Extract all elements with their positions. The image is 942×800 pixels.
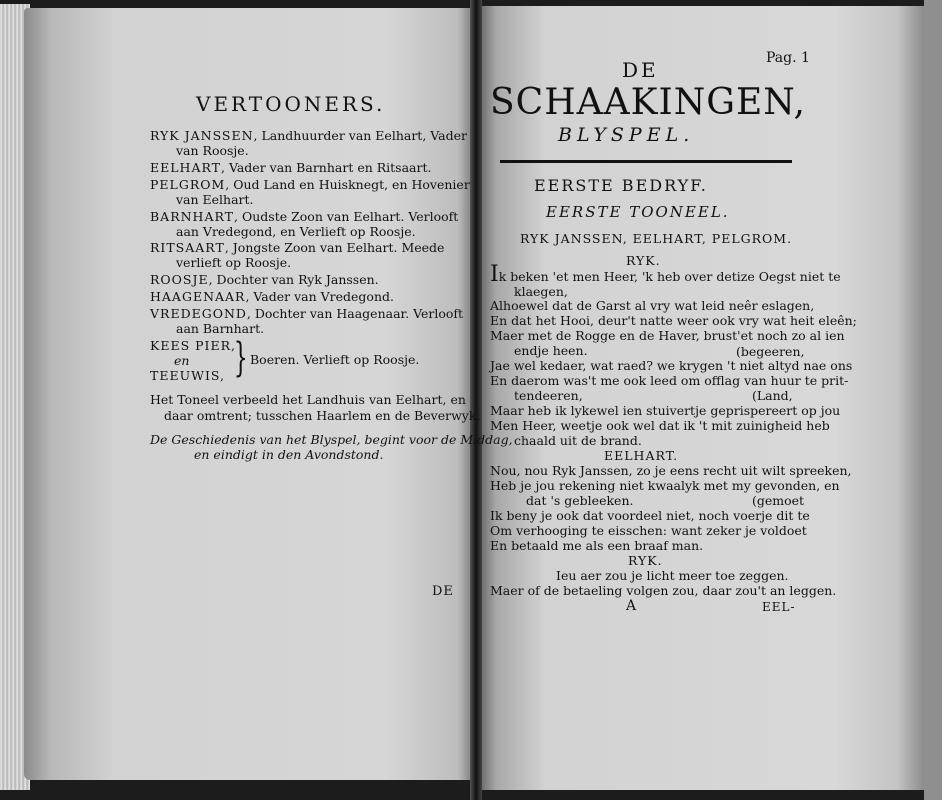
- cast-desc: , Landhuurder van Eelhart, Vader: [253, 128, 467, 143]
- cast-name: KEES PIER,: [150, 338, 236, 353]
- verse-line: chaald uit de brand.: [514, 433, 642, 448]
- cast-desc: , Vader van Barnhart en Ritsaart.: [221, 160, 432, 175]
- cast-desc: , Oud Land en Huisknegt, en Hovenier: [225, 177, 470, 192]
- page-title: SCHAAKINGEN,: [490, 82, 806, 123]
- verse-line: Maer of de betaeling volgen zou, daar zou't an leggen.: [490, 583, 837, 598]
- verse-line: [490, 262, 841, 287]
- timing-note: en eindigt in den Avondstond.: [194, 447, 384, 462]
- speaker-name: EELHART.: [604, 448, 679, 463]
- cast-connector: en: [174, 353, 190, 368]
- cast-entry: [150, 128, 467, 143]
- cast-desc-cont: verlieft op Roosje.: [176, 255, 292, 270]
- cast-desc-cont: van Roosje.: [176, 143, 249, 158]
- cast-desc: , Jongste Zoon van Eelhart. Meede: [224, 240, 445, 255]
- cast-entry: [150, 177, 470, 192]
- cast-entry: [150, 306, 463, 321]
- signature-mark: A: [626, 598, 637, 614]
- cast-name: ROOSJE: [150, 272, 209, 287]
- book-gutter: [470, 0, 482, 800]
- title-rule: [500, 160, 792, 163]
- speaker-name: RYK.: [626, 253, 661, 268]
- cast-name: PELGROM: [150, 177, 226, 192]
- verse-line: Alhoewel dat de Garst al vry wat leid neêr eslagen,: [490, 298, 815, 313]
- cast-desc: , Oudste Zoon van Eelhart. Verlooft: [234, 209, 459, 224]
- cast-entry: [150, 160, 431, 175]
- page-subtitle: BLYSPEL.: [558, 124, 695, 146]
- setting-line: daar omtrent; tusschen Haarlem en de Beverwyk.: [164, 408, 481, 423]
- catchword: DE: [432, 584, 454, 599]
- setting-line: Het Toneel verbeeld het Landhuis van Eelhart, en: [150, 392, 466, 407]
- verse-line: En betaald me als een braaf man.: [490, 538, 704, 553]
- scene-characters: RYK JANSSEN, EELHART, PELGROM.: [520, 231, 793, 246]
- cast-name: TEEUWIS,: [150, 368, 225, 383]
- verse-turnover: (begeeren,: [736, 344, 805, 359]
- verse-line: En daerom was't me ook leed om offlag van huur te prit-: [490, 373, 849, 388]
- right-page-edge: [924, 0, 942, 800]
- cast-name: BARNHART: [150, 209, 235, 224]
- verse-line: Jae wel kedaer, wat raed? we krygen 't niet altyd nae ons: [490, 358, 853, 373]
- verse-line: Ik beny je ook dat voordeel niet, noch voerje dit te: [490, 508, 810, 523]
- cast-entry: [150, 289, 394, 304]
- timing-note: De Geschiedenis van het Blyspel, begint voor de Middag,: [150, 432, 513, 447]
- page-number: Pag. 1: [766, 50, 810, 66]
- verse-line: Men Heer, weetje ook wel dat ik 't mit zuinigheid heb: [490, 418, 830, 433]
- drop-capital: I: [490, 262, 499, 287]
- verse-line: Heb je jou rekening niet kwaalyk met my gevonden, en: [490, 478, 840, 493]
- verse-turnover: (Land,: [752, 388, 793, 403]
- cast-desc: , Dochter van Ryk Janssen.: [208, 272, 379, 287]
- cast-desc-cont: van Eelhart.: [176, 192, 254, 207]
- cast-desc: , Vader van Vredegond.: [245, 289, 394, 304]
- cast-name: HAAGENAAR: [150, 289, 246, 304]
- verse-text: k beken 'et men Heer, 'k heb over detize Oegst niet te: [498, 269, 841, 284]
- verse-line: Maer met de Rogge en de Haver, brust'et noch zo al ien: [490, 328, 845, 343]
- cast-entry: [150, 272, 379, 287]
- verse-turnover: (gemoet: [752, 493, 805, 508]
- catchword: EEL-: [762, 600, 796, 614]
- cast-desc: Boeren. Verlieft op Roosje.: [250, 352, 420, 367]
- cast-heading: VERTOONERS.: [196, 92, 386, 116]
- cast-desc-cont: aan Barnhart.: [176, 321, 265, 336]
- cast-entry: [150, 240, 444, 255]
- verse-line: En dat het Hooi, deur't natte weer ook vry wat heit eleên;: [490, 313, 857, 328]
- cast-name: RITSAART: [150, 240, 225, 255]
- cast-desc-cont: aan Vredegond, en Verlieft op Roosje.: [176, 224, 416, 239]
- verse-line: endje heen.: [514, 343, 588, 358]
- speaker-name: RYK.: [628, 553, 663, 568]
- verse-line: dat 's gebleeken.: [526, 493, 634, 508]
- cast-desc: , Dochter van Haagenaar. Verlooft: [246, 306, 464, 321]
- verse-line: Ieu aer zou je licht meer toe zeggen.: [556, 568, 789, 583]
- verse-line: klaegen,: [514, 284, 568, 299]
- verse-line: Om verhooging te eisschen: want zeker je voldoet: [490, 523, 807, 538]
- verse-line: Nou, nou Ryk Janssen, zo je eens recht uit wilt spreeken,: [490, 463, 852, 478]
- cast-name: EELHART: [150, 160, 222, 175]
- verse-line: tendeeren,: [514, 388, 583, 403]
- act-heading: EERSTE BEDRYF.: [534, 176, 708, 195]
- scene-heading: EERSTE TOONEEL.: [546, 203, 730, 221]
- title-prefix: DE: [622, 58, 659, 82]
- cast-name: RYK JANSSEN: [150, 128, 254, 143]
- cast-name: VREDEGOND: [150, 306, 247, 321]
- brace-glyph: }: [233, 335, 248, 381]
- verse-line: Maar heb ik lykewel ien stuivertje geprispereert op jou: [490, 403, 841, 418]
- cast-entry: [150, 209, 458, 224]
